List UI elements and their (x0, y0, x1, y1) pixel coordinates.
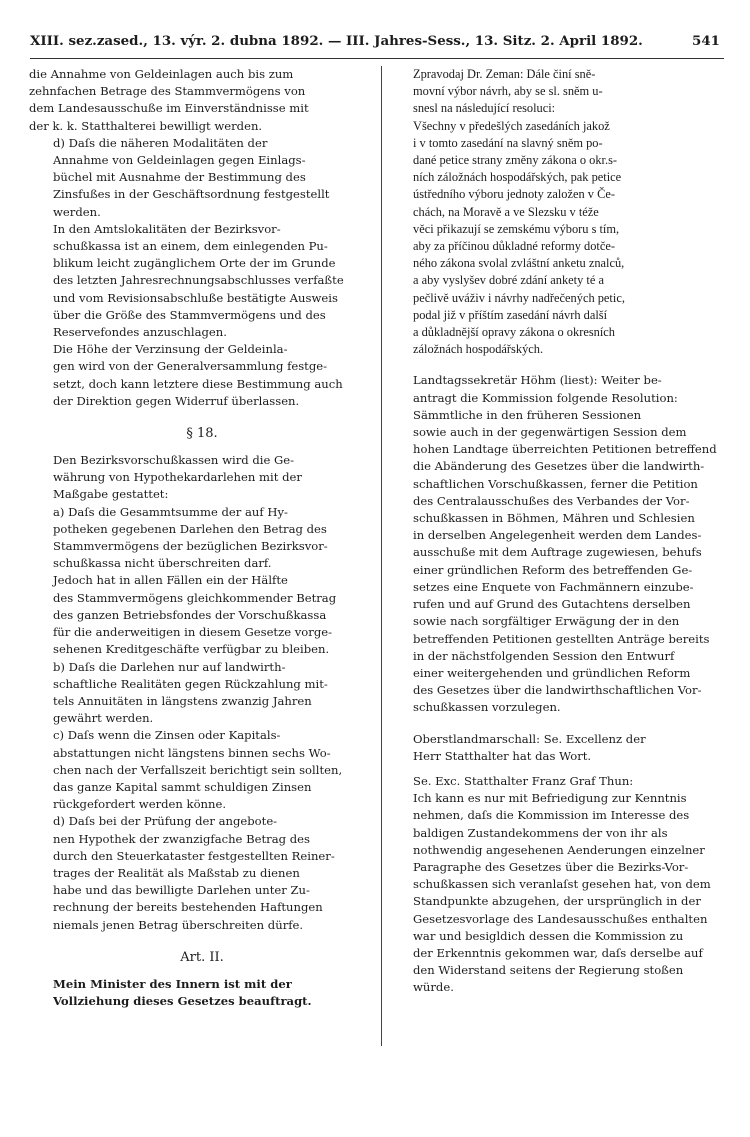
text-line: movní výbor návrh, aby se sl. sněm u- (413, 84, 603, 99)
text-line: Maßgabe gestattet: (53, 487, 169, 502)
text-line: war und besigldich dessen die Kommission zu (413, 928, 684, 943)
text-line: in der nächstfolgenden Session den Entwurf (413, 648, 675, 663)
text-line: schußkassen sich veranlaſst gesehen hat, von dem (413, 877, 711, 892)
text-line: podal již v příštím zasedání návrh další (413, 307, 608, 322)
text-line: sowie nach sorgfältiger Erwägung der in den (413, 614, 680, 629)
text-line: Landtagssekretär Höhm (liest): Weiter be- (413, 373, 662, 388)
text-line: über die Größe des Stammvermögens und des (53, 307, 326, 322)
paragraph-d2 (29, 813, 375, 933)
text-line: einer weitergehenden und gründlichen Reform (413, 665, 691, 680)
text-line: b) Daſs die Darlehen nur auf landwirth- (53, 659, 286, 674)
text-line: trages der Realität als Maßstab zu dienen (53, 865, 300, 880)
text-line: Oberstlandmarschall: Se. Excellenz der (413, 731, 646, 746)
text-line: schußkassa nicht überschreiten darf. (53, 556, 272, 571)
text-line: Die Höhe der Verzinsung der Geldeinla- (53, 342, 288, 357)
text-line: Zinsfußes in der Geschäftsordnung festgestellt (53, 187, 330, 202)
text-line: a) Daſs die Gesammtsumme der auf Hy- (53, 504, 288, 519)
text-line: werden. (53, 204, 101, 219)
paragraph-jedoch (29, 572, 375, 658)
text-line: Annahme von Geldeinlagen gegen Einlags- (53, 153, 306, 168)
page-header (30, 33, 720, 55)
text-line: der k. k. Statthalterei bewilligt werden. (29, 118, 263, 133)
text-line: Ich kann es nur mit Befriedigung zur Kenntnis (413, 791, 687, 806)
paragraph-resolution-de (389, 407, 723, 717)
text-line: chách, na Moravě a ve Slezsku v téže (413, 204, 599, 219)
text-line: niemals jenen Betrag überschreiten dürfe. (53, 917, 304, 932)
text-line: des Gesetzes über die landwirthschaftlichen Vor- (413, 683, 702, 698)
text-line: Se. Exc. Statthalter Franz Graf Thun: (413, 773, 634, 788)
text-line: tels Annuitäten in längstens zwanzig Jahren (53, 693, 312, 708)
text-line: Reservefondes anzuschlagen. (53, 325, 227, 340)
text-line: einer gründlichen Reform des betreffenden Ge- (413, 562, 693, 577)
text-line: Vollziehung dieses Gesetzes beauftragt. (53, 993, 312, 1008)
text-line: des Stammvermögens gleichkommender Betrag (53, 590, 337, 605)
text-line: ausschuße mit dem Auftrage zugewiesen, behufs (413, 545, 702, 560)
text-line: durch den Steuerkataster festgestellten Reiner- (53, 848, 335, 863)
paragraph-verzinsung (29, 341, 375, 410)
text-line: Den Bezirksvorschußkassen wird die Ge- (53, 453, 295, 468)
text-line: záložnách hospodářských. (413, 342, 544, 357)
text-line: zehnfachen Betrage des Stammvermögens von (29, 84, 306, 99)
paragraph-d (29, 135, 375, 221)
text-line: aby za příčinou důkladné reformy dotče- (413, 239, 615, 254)
text-line: věci přikazují se zemskému výboru s tím, (413, 221, 620, 236)
text-line: antragt die Kommission folgende Resolution: (413, 390, 678, 405)
text-line: die Annahme von Geldeinlagen auch bis zum (29, 67, 294, 81)
text-line: c) Daſs wenn die Zinsen oder Kapitals- (53, 728, 281, 743)
text-line: Gesetzesvorlage des Landesausschußes enthalten (413, 911, 708, 926)
paragraph-a (29, 504, 375, 573)
text-line: nothwendig angesehenen Aenderungen einzelner (413, 842, 705, 857)
text-line: Zpravodaj Dr. Zeman: Dále činí sně- (413, 67, 596, 81)
paragraph-18 (29, 452, 375, 504)
text-line: Sämmtliche in den früheren Sessionen (413, 407, 642, 422)
right-column (389, 66, 723, 997)
text-line: Herr Statthalter hat das Wort. (413, 748, 592, 763)
text-line: potheken gegebenen Darlehen den Betrag des (53, 521, 327, 536)
text-line: habe und das bewilligte Darlehen unter Zu- (53, 883, 310, 898)
text-line: ústředního výboru jednoty založen v Če- (413, 187, 615, 202)
text-line: d) Daſs die näheren Modalitäten der (53, 135, 268, 150)
text-line: büchel mit Ausnahme der Bestimmung des (53, 170, 306, 185)
text-line: schußkassen vorzulegen. (413, 700, 561, 715)
text-line: dem Landesausschuße im Einverständnisse mit (29, 101, 309, 116)
paragraph-b (29, 659, 375, 728)
text-line: schaftlichen Vorschußkassen, ferner die Petition (413, 476, 698, 491)
text-line: a důkladnější opravy zákona o okresních (413, 325, 615, 340)
text-line: hohen Landtage überreichten Petitionen betreffend (413, 442, 717, 457)
text-line: ních záložnách hospodářských, pak petice (413, 170, 622, 185)
text-line: den Widerstand seitens der Regierung stoßen (413, 963, 684, 978)
text-line: Paragraphe des Gesetzes über die Bezirks-Vor- (413, 859, 689, 874)
text-line: baldigen Zustandekommens der von ihr als (413, 825, 668, 840)
article-heading: Art. II. (180, 949, 224, 965)
text-line: und vom Revisionsabschluße bestätigte Ausweis (53, 290, 338, 305)
text-line: das ganze Kapital sammt schuldigen Zinsen (53, 779, 312, 794)
text-line: des Centralausschußes des Verbandes der Vor- (413, 493, 690, 508)
paragraph-c (29, 727, 375, 813)
text-line: nehmen, daſs die Kommission im Interesse des (413, 808, 690, 823)
text-line: In den Amtslokalitäten der Bezirksvor- (53, 221, 281, 236)
text-line: Stammvermögens der bezüglichen Bezirksvor- (53, 539, 328, 554)
left-column (29, 66, 375, 1010)
text-line: in derselben Angelegenheit werden dem Landes- (413, 528, 702, 543)
text-line: Standpunkte abzugehen, der ursprünglich in der (413, 894, 701, 909)
text-line: Jedoch hat in allen Fällen ein der Hälfte (53, 573, 288, 588)
text-line: währung von Hypothekardarlehen mit der (53, 470, 302, 485)
paragraph-amtslokalitaeten (29, 221, 375, 341)
text-line: gewährt werden. (53, 711, 154, 726)
text-line: der Direktion gegen Widerruf überlassen. (53, 393, 300, 408)
text-line: des letzten Jahresrechnungsabschlusses verfaßte (53, 273, 344, 288)
text-line: des ganzen Betriebsfondes der Vorschußkassa (53, 607, 327, 622)
text-line: chen nach der Verfallszeit berichtigt sein sollten, (53, 762, 343, 777)
page-number: 541 (692, 33, 720, 49)
paragraph-resolution-cz (389, 118, 723, 359)
text-line: dané petice strany změny zákona o okr.s- (413, 153, 618, 168)
text-line: a aby vyslyšev dobré zdání ankety té a (413, 273, 604, 288)
text-line: der Erkenntnis gekommen war, daſs derselbe auf (413, 945, 703, 960)
text-line: snesl na následující resoluci: (413, 101, 556, 116)
running-header: XIII. sez.zased., 13. výr. 2. dubna 1892. — III. Jahres-Sess., 13. Sitz. 2. April 1892. (30, 33, 643, 49)
text-line: gen wird von der Generalversammlung festge- (53, 359, 328, 374)
text-line: Všechny v předešlých zasedáních jakož (413, 118, 610, 133)
text-line: setzes eine Enquete von Fachmännern einzube- (413, 579, 694, 594)
paragraph-zeman (389, 66, 723, 118)
paragraph-thun (389, 773, 723, 997)
text-line: d) Daſs bei der Prüfung der angebote- (53, 814, 278, 829)
text-line: schußkassen in Böhmen, Mähren und Schlesien (413, 511, 695, 526)
paragraph-oberstlandmarschall (389, 731, 723, 765)
text-line: rechnung der bereits bestehenden Haftungen (53, 900, 323, 915)
text-line: für die anderweitigen in diesem Gesetze vorge- (53, 625, 333, 640)
paragraph-article (29, 976, 375, 1010)
text-line: pečlivě uváživ i návrhy nadřečených petic, (413, 290, 625, 305)
text-line: schaftliche Realitäten gegen Rückzahlung mit- (53, 676, 328, 691)
text-line: setzt, doch kann letztere diese Bestimmung auch (53, 376, 343, 391)
text-line: würde. (413, 980, 454, 995)
text-line: rufen und auf Grund des Gutachtens derselben (413, 597, 691, 612)
paragraph (29, 66, 375, 135)
text-line: blikum leicht zugänglichem Orte der im Grunde (53, 256, 336, 271)
text-line: schußkassa ist an einem, dem einlegenden Pu- (53, 239, 328, 254)
section-heading: § 18. (186, 426, 218, 442)
text-line: Mein Minister des Innern ist mit der (53, 976, 292, 991)
text-line: sowie auch in der gegenwärtigen Session dem (413, 425, 687, 440)
text-line: die Abänderung des Gesetzes über die landwirth- (413, 459, 705, 474)
text-line: ného zákona svolal zvláštní anketu znalců, (413, 256, 625, 271)
column-divider (381, 66, 382, 1046)
header-rule (30, 58, 724, 59)
text-line: nen Hypothek der zwanzigfache Betrag des (53, 831, 310, 846)
text-line: abstattungen nicht längstens binnen sechs Wo- (53, 745, 331, 760)
text-line: sehenen Kreditgeschäfte verfügbar zu bleiben. (53, 642, 330, 657)
paragraph-hoehm (389, 372, 723, 406)
text-line: rückgefordert werden könne. (53, 797, 227, 812)
text-line: betreffenden Petitionen gestellten Anträge bereits (413, 631, 710, 646)
text-line: i v tomto zasedání na slavný sněm po- (413, 135, 603, 150)
